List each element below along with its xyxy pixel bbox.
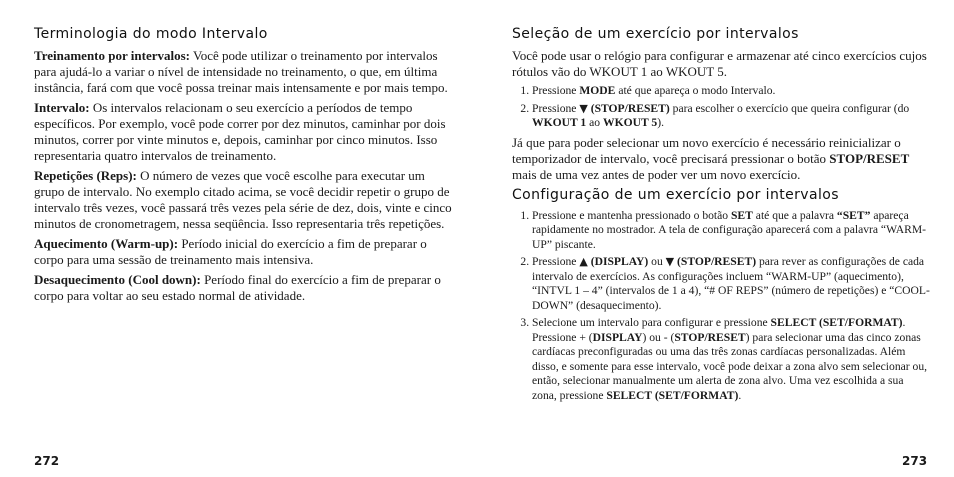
term-definition: Os intervalos relacionam o seu exercício a períodos de tempo específicos. Por exemplo, você pode correr por dez minutos, caminhar por dois minutos, correr por vinte minutos e, depois, caminhar por cinco minutos. Isso representaria quatro intervalos de treinamento. — [34, 100, 446, 163]
list-item: 2. Pressione ▲ (DISPLAY) ou ▼ (STOP/RESET) para rever as configurações de cada intervalo de exercícios. As configurações incluem “WARM-UP” (aquecimento), “INTVL 1 – 4” (intervalos de 1 a 4), “# OF REPS” (número de repetições) e “COOL-DOWN” (desaquecimento). — [532, 255, 930, 313]
down-arrow-icon: ▼ — [579, 101, 588, 115]
reset-note: Já que para poder selecionar um novo exercício é necessário reinicializar o temporizador de intervalo, você precisará pressionar o botão STOP/RESET mais de uma vez antes de poder ver um novo exercício. — [512, 134, 910, 182]
term-label: Desaquecimento (Cool down): — [34, 272, 201, 287]
page-number-left: 272 — [34, 454, 60, 468]
down-arrow-icon: ▼ — [665, 255, 675, 268]
term-definition: Período final do exercício a fim de preparar o corpo para voltar ao seu estado normal de atividade. — [34, 272, 441, 303]
section-title-selection: Seleção de um exercício por intervalos — [512, 26, 799, 42]
term-entry-interval-training — [34, 48, 453, 96]
term-entry-warm-up — [34, 236, 453, 268]
term-label: Treinamento por intervalos: — [34, 48, 190, 63]
term-entry-interval — [34, 100, 453, 164]
list-item: 1. Pressione MODE até que apareça o modo Intervalo. — [532, 84, 930, 99]
list-item: 2. Pressione ▼ (STOP/RESET) para escolher o exercício que queira configurar (do WKOUT 1 ao WKOUT 5). — [532, 102, 930, 131]
term-definition: Período inicial do exercício a fim de preparar o corpo para uma sessão de treinamento mais intensiva. — [34, 236, 427, 267]
term-entry-cool-down — [34, 272, 453, 304]
up-arrow-icon: ▲ — [579, 255, 588, 268]
term-label: Repetições (Reps): — [34, 168, 137, 183]
right-page — [477, 0, 954, 477]
term-label: Intervalo: — [34, 100, 90, 115]
section-title-terminology: Terminologia do modo Intervalo — [34, 26, 268, 42]
list-item: 1. Pressione e mantenha pressionado o botão SET até que a palavra “SET” apareça rapidamente no mostrador. A tela de configuração aparecerá com a palavra “WARM-UP” piscante. — [532, 209, 930, 253]
term-entry-reps — [34, 168, 453, 232]
term-definition: Você pode utilizar o treinamento por intervalos para ajudá-lo a variar o nível de intensidade no treinamento, o que, em última instância, fará com que você possa treinar mais intensamente e por mais tempo. — [34, 48, 448, 95]
selection-intro: Você pode usar o relógio para configurar e armazenar até cinco exercícios cujos rótulos vão do WKOUT 1 ao WKOUT 5. — [512, 48, 927, 79]
term-definition: O número de vezes que você escolhe para executar um grupo de intervalo. No exemplo citado acima, se você decidir repetir o grupo de intervalo três vezes, você passará três vezes pela série de dez, dois, vinte e cinco minutos de cronometragem, nessa seqüência. Isso representaria três repetições. — [34, 168, 452, 231]
selection-steps — [512, 84, 930, 131]
page-number-right: 273 — [902, 454, 928, 468]
configuration-steps — [512, 209, 930, 404]
term-label: Aquecimento (Warm-up): — [34, 236, 179, 251]
list-item: 3. Selecione um intervalo para configurar e pressione SELECT (SET/FORMAT). Pressione + (DISPLAY) ou - (STOP/RESET) para selecionar uma das cinco zonas cardíacas preconfiguradas ou uma das três zonas cardíacas personalizadas. Além disso, e somente para esse intervalo, você pode deixar a zona alvo sem selecionar ou, então, selecionar manualmente um alerta de zona alvo. Uma vez escolhida a sua zona, pressione SELECT (SET/FORMAT). — [532, 316, 930, 403]
section-title-configuration: Configuração de um exercício por intervalos — [512, 186, 839, 203]
